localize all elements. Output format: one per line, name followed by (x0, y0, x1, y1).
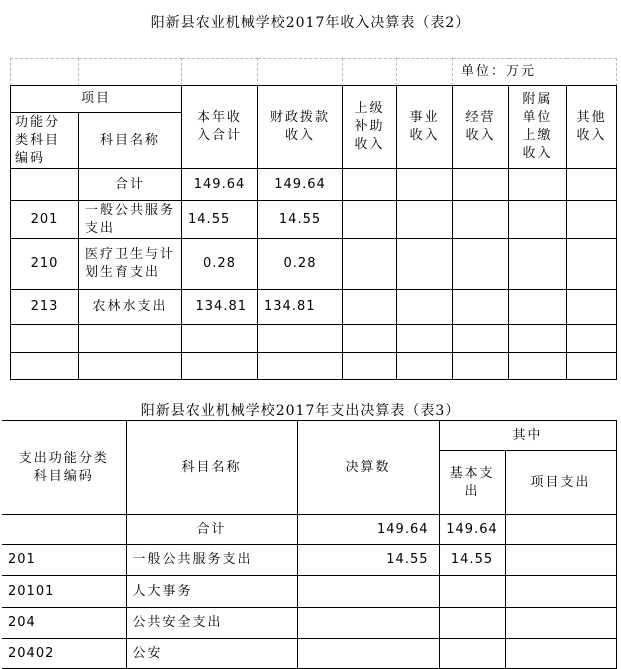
row-name: 农林水支出 (79, 290, 182, 325)
row-name: 一般公共服务支出 (126, 545, 297, 576)
table3-title: 阳新县农业机械学校2017年支出决算表（表3） (140, 403, 461, 419)
header-other-income: 其他收入 (567, 86, 617, 169)
row-code: 204 (2, 608, 126, 639)
header-business-income: 事业收入 (397, 86, 453, 169)
header-subject-name: 科目名称 (79, 113, 182, 169)
row-code: 20101 (2, 576, 126, 608)
header-basic-expense: 基本支出 (439, 451, 505, 515)
unit-label: 单位：万元 (453, 59, 617, 86)
row-code: 213 (11, 290, 79, 325)
header-superior-income: 上级补助收入 (343, 86, 397, 169)
header-operating-income: 经营收入 (453, 86, 509, 169)
header-fiscal-income: 财政拨款收入 (258, 86, 343, 169)
table-row (11, 290, 617, 325)
expense-table (2, 420, 617, 669)
table-row (11, 353, 617, 380)
row-name: 公安 (126, 639, 297, 669)
header-function-code: 功能分类科目编码 (11, 113, 79, 169)
row-amount (297, 608, 439, 639)
table-row (11, 239, 617, 290)
total-label: 合计 (79, 169, 182, 201)
table-row (11, 201, 617, 239)
table-row (11, 325, 617, 353)
total-amount: 149.64 (297, 515, 439, 545)
total-basic: 149.64 (439, 515, 505, 545)
row-fiscal: 14.55 (258, 201, 343, 239)
table-row (2, 515, 616, 545)
row-total: 0.28 (182, 239, 258, 290)
header-affiliated-income: 附属单位上缴收入 (509, 86, 567, 169)
total-fiscal: 149.64 (258, 169, 343, 201)
table-row (2, 608, 616, 639)
header-project-expense: 项目支出 (505, 451, 616, 515)
row-total: 134.81 (182, 290, 258, 325)
table-row (2, 545, 616, 576)
table2-title: 阳新县农业机械学校2017年收入决算表（表2） (150, 15, 471, 31)
row-basic (439, 639, 505, 669)
table-row (2, 576, 616, 608)
header-final-amount: 决算数 (297, 421, 439, 515)
header-among: 其中 (439, 421, 616, 451)
row-basic: 14.55 (439, 545, 505, 576)
total-label: 合计 (126, 515, 297, 545)
row-name: 医疗卫生与计划生育支出 (79, 239, 182, 290)
row-name: 公共安全支出 (126, 608, 297, 639)
header-subject-name: 科目名称 (126, 421, 297, 515)
row-fiscal: 134.81 (258, 290, 343, 325)
row-code: 201 (11, 201, 79, 239)
row-code: 201 (2, 545, 126, 576)
row-basic (439, 608, 505, 639)
header-expense-code: 支出功能分类科目编码 (2, 421, 126, 515)
row-fiscal: 0.28 (258, 239, 343, 290)
header-project: 项目 (11, 86, 182, 113)
header-total-income: 本年收入合计 (182, 86, 258, 169)
income-table (10, 85, 617, 380)
row-name: 人大事务 (126, 576, 297, 608)
row-total: 14.55 (182, 201, 258, 239)
row-basic (439, 576, 505, 608)
row-amount (297, 639, 439, 669)
total-amount: 149.64 (182, 169, 258, 201)
row-code: 20402 (2, 639, 126, 669)
row-code: 210 (11, 239, 79, 290)
table-row (2, 639, 616, 669)
table2-unit-row (10, 58, 617, 86)
row-name: 一般公共服务支出 (79, 201, 182, 239)
row-amount: 14.55 (297, 545, 439, 576)
table-row (11, 169, 617, 201)
row-amount (297, 576, 439, 608)
